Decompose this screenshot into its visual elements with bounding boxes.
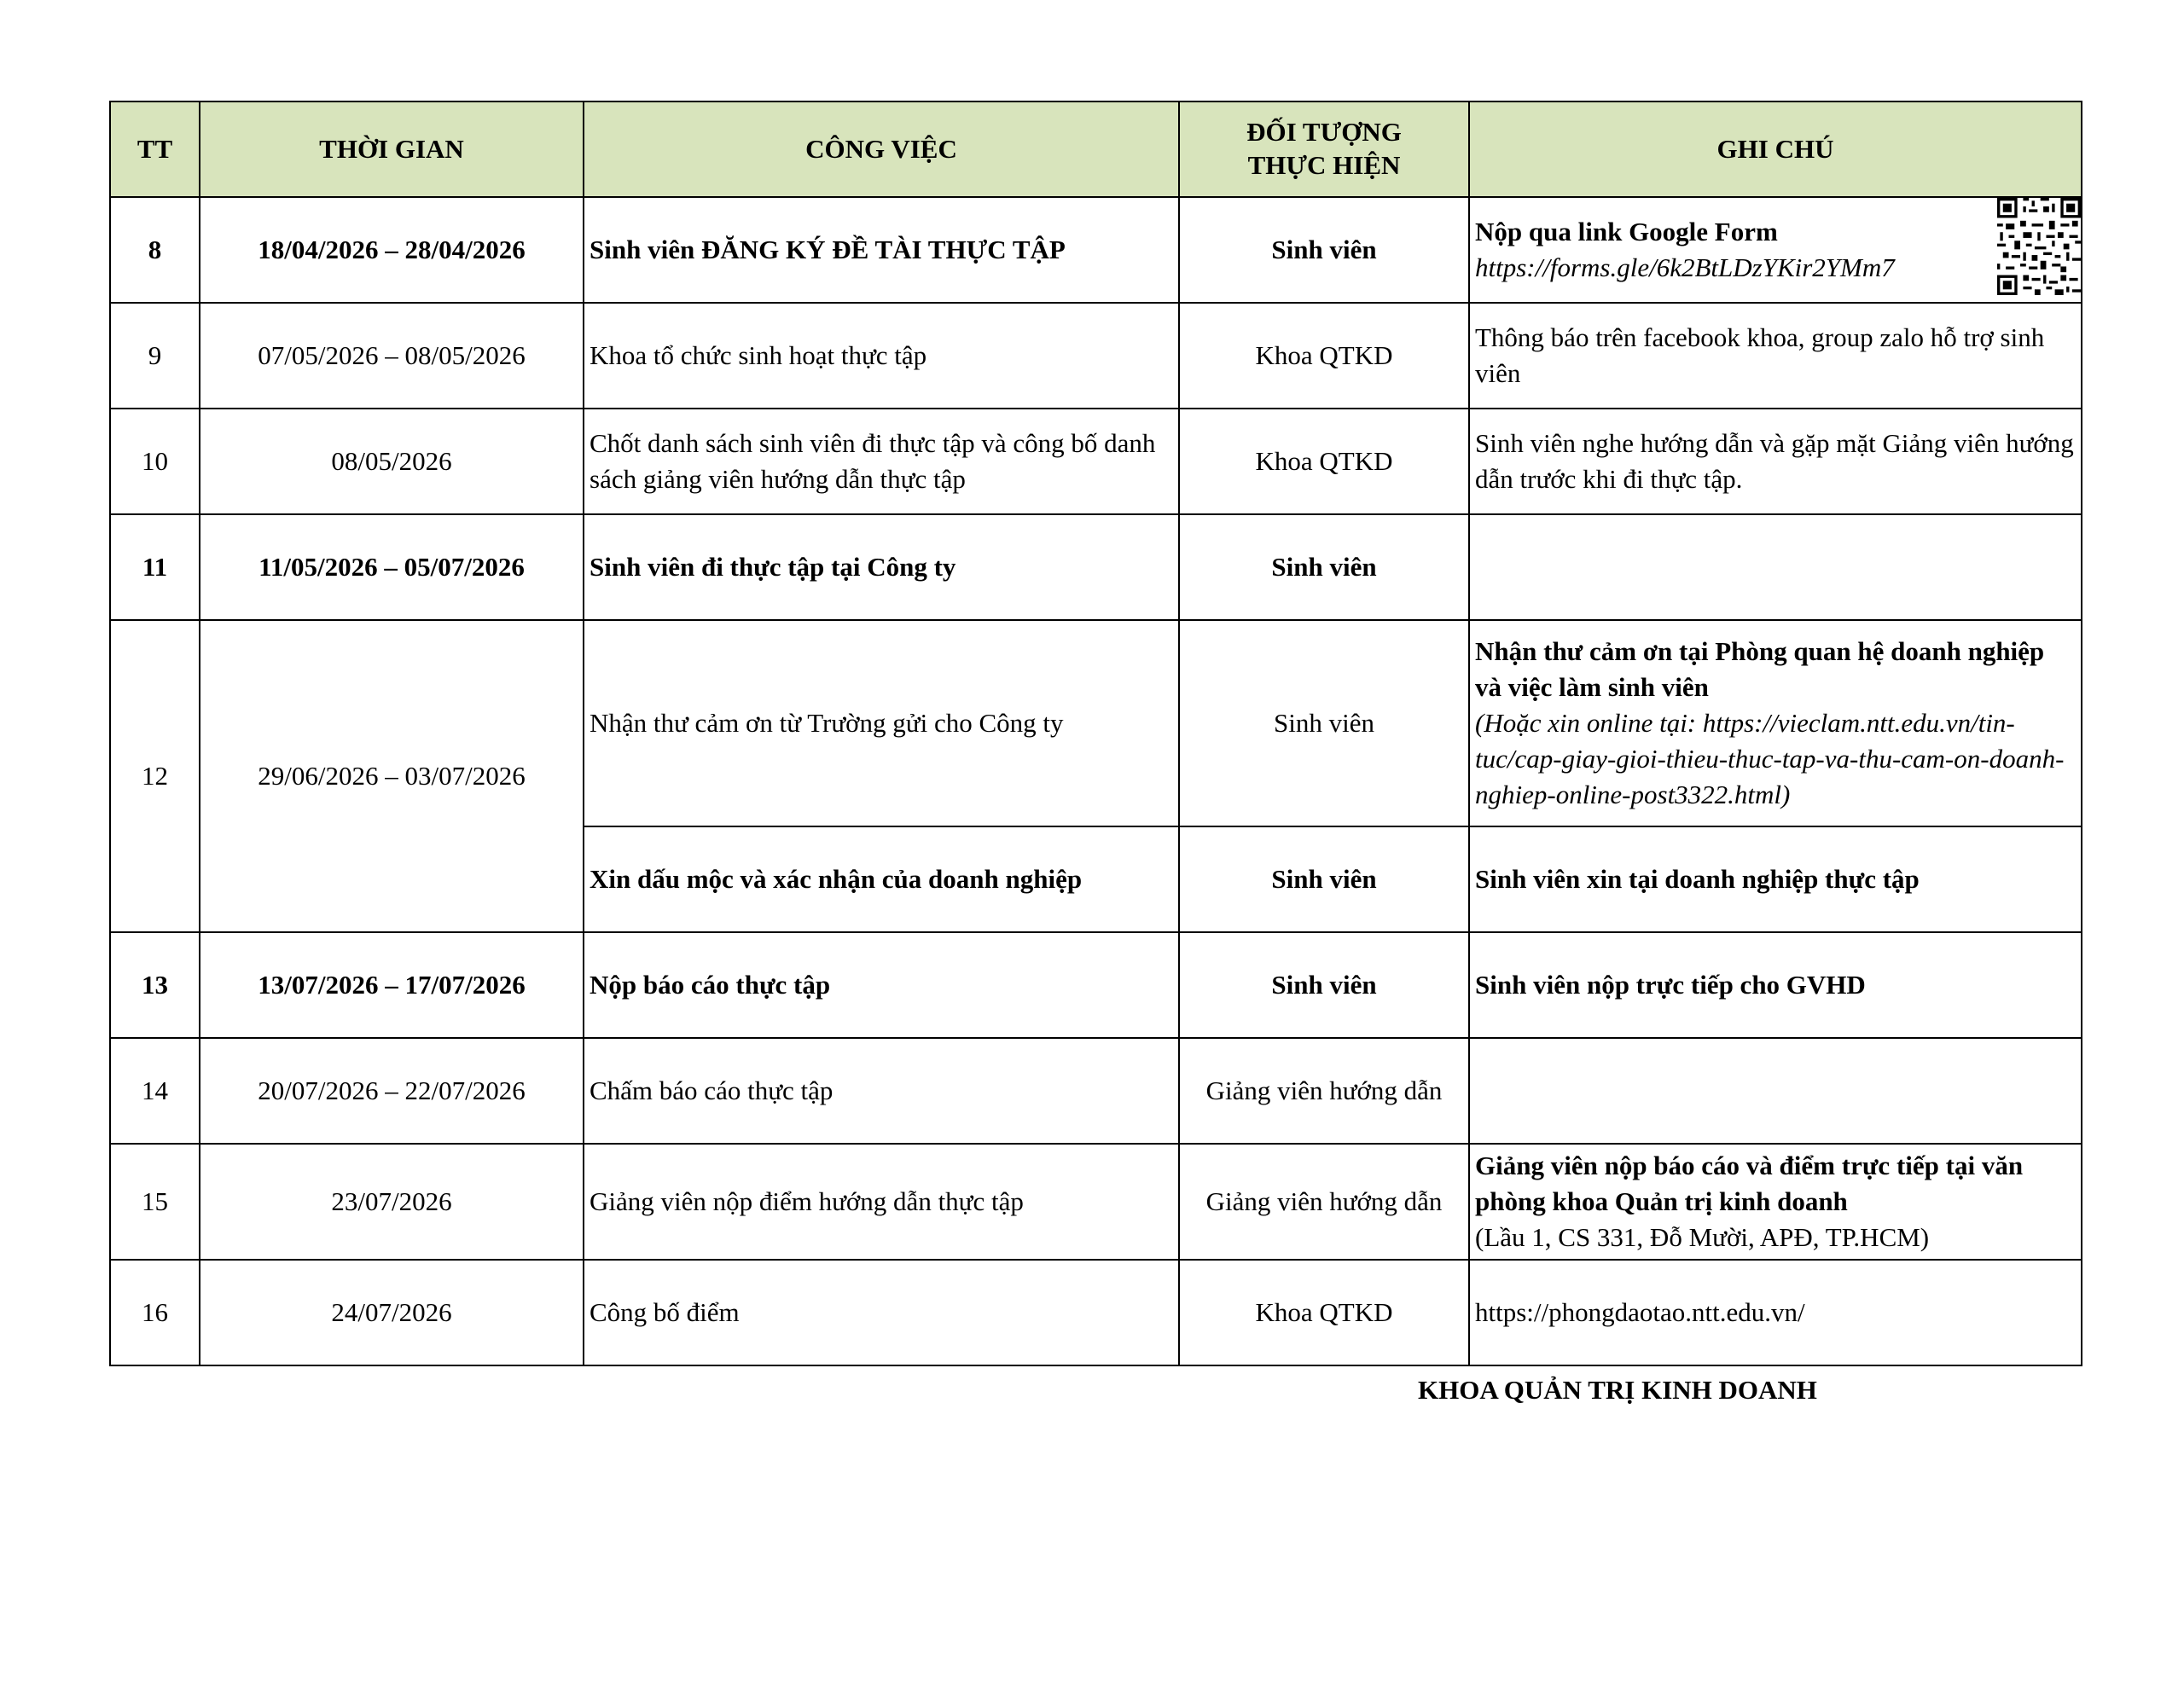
- row-time: 29/06/2026 – 03/07/2026: [200, 620, 584, 932]
- row-who: Sinh viên: [1179, 826, 1469, 932]
- row-tt: 8: [110, 197, 200, 303]
- row-who: Sinh viên: [1179, 620, 1469, 826]
- row-tt: 13: [110, 932, 200, 1038]
- table-row: [110, 1144, 2082, 1260]
- header-tt: TT: [110, 101, 200, 197]
- row-who: Khoa QTKD: [1179, 409, 1469, 514]
- row-task: Sinh viên ĐĂNG KÝ ĐỀ TÀI THỰC TẬP: [584, 197, 1179, 303]
- header-time: THỜI GIAN: [200, 101, 584, 197]
- header-row: [110, 101, 2082, 197]
- note-bold-text: Nhận thư cảm ơn tại Phòng quan hệ doanh nghiệp và việc làm sinh viên: [1475, 635, 2045, 702]
- schedule-table: [109, 101, 2082, 1366]
- row-time: 24/07/2026: [200, 1260, 584, 1365]
- row-task: Nộp báo cáo thực tập: [584, 932, 1179, 1038]
- table-row: [110, 409, 2082, 514]
- table-row: [110, 197, 2082, 303]
- row-who: Giảng viên hướng dẫn: [1179, 1144, 1469, 1260]
- row-time: 20/07/2026 – 22/07/2026: [200, 1038, 584, 1144]
- row-who: Giảng viên hướng dẫn: [1179, 1038, 1469, 1144]
- table-header: [110, 101, 2082, 197]
- note-bold-text: Giảng viên nộp báo cáo và điểm trực tiếp tại văn phòng khoa Quản trị kinh doanh: [1475, 1151, 2024, 1217]
- row-task: Công bố điểm: [584, 1260, 1179, 1365]
- header-note: GHI CHÚ: [1469, 101, 2082, 197]
- row-task: Sinh viên đi thực tập tại Công ty: [584, 514, 1179, 620]
- row-note: [1469, 514, 2082, 620]
- phongdaotao-link[interactable]: https://phongdaotao.ntt.edu.vn/: [1469, 1260, 2082, 1365]
- note-address-text: (Lầu 1, CS 331, Đỗ Mười, APĐ, TP.HCM): [1475, 1222, 1930, 1253]
- row-task: Nhận thư cảm ơn từ Trường gửi cho Công ty: [584, 620, 1179, 826]
- table-row: [110, 303, 2082, 409]
- row-task: Chốt danh sách sinh viên đi thực tập và công bố danh sách giảng viên hướng dẫn thực tập: [584, 409, 1179, 514]
- table-row: [110, 1038, 2082, 1144]
- row-tt: 11: [110, 514, 200, 620]
- row-note: [1469, 1144, 2082, 1260]
- row-time: 18/04/2026 – 28/04/2026: [200, 197, 584, 303]
- row-tt: 9: [110, 303, 200, 409]
- vieclam-link[interactable]: (Hoặc xin online tại: https://vieclam.ntt.edu.vn/tin-tuc/cap-giay-gioi-thieu-thuc-tap-va-thu-cam-on-doanh-nghiep-online-post3322.html): [1475, 707, 2065, 810]
- row-who: Sinh viên: [1179, 197, 1469, 303]
- row-time: 11/05/2026 – 05/07/2026: [200, 514, 584, 620]
- qr-code-icon: [1997, 198, 2081, 295]
- row-time: 13/07/2026 – 17/07/2026: [200, 932, 584, 1038]
- row-who: Sinh viên: [1179, 932, 1469, 1038]
- row-who: Sinh viên: [1179, 514, 1469, 620]
- table-row: [110, 514, 2082, 620]
- row-time: 08/05/2026: [200, 409, 584, 514]
- row-tt: 16: [110, 1260, 200, 1365]
- row-task: Khoa tổ chức sinh hoạt thực tập: [584, 303, 1179, 409]
- table-row: [110, 932, 2082, 1038]
- faculty-signature: KHOA QUẢN TRỊ KINH DOANH: [1418, 1375, 1817, 1405]
- row-time: 23/07/2026: [200, 1144, 584, 1260]
- row-tt: 12: [110, 620, 200, 932]
- note-bold-text: Nộp qua link Google Form: [1475, 216, 1778, 246]
- row-note: Sinh viên xin tại doanh nghiệp thực tập: [1469, 826, 2082, 932]
- row-note: Sinh viên nghe hướng dẫn và gặp mặt Giảng viên hướng dẫn trước khi đi thực tập.: [1469, 409, 2082, 514]
- row-who: Khoa QTKD: [1179, 1260, 1469, 1365]
- table-row: [110, 1260, 2082, 1365]
- header-task: CÔNG VIỆC: [584, 101, 1179, 197]
- row-note: [1469, 620, 2082, 826]
- row-tt: 10: [110, 409, 200, 514]
- row-tt: 15: [110, 1144, 200, 1260]
- row-time: 07/05/2026 – 08/05/2026: [200, 303, 584, 409]
- table-row: [110, 620, 2082, 826]
- row-note: Thông báo trên facebook khoa, group zalo hỗ trợ sinh viên: [1469, 303, 2082, 409]
- row-note: [1469, 1038, 2082, 1144]
- header-who: ĐỐI TƯỢNG THỰC HIỆN: [1179, 101, 1469, 197]
- row-note: [1469, 197, 2082, 303]
- row-tt: 14: [110, 1038, 200, 1144]
- row-task: Chấm báo cáo thực tập: [584, 1038, 1179, 1144]
- row-who: Khoa QTKD: [1179, 303, 1469, 409]
- row-note: Sinh viên nộp trực tiếp cho GVHD: [1469, 932, 2082, 1038]
- google-form-link[interactable]: https://forms.gle/6k2BtLDzYKir2YMm7: [1475, 252, 1895, 282]
- table-body: [110, 197, 2082, 1365]
- row-task: Xin dấu mộc và xác nhận của doanh nghiệp: [584, 826, 1179, 932]
- row-task: Giảng viên nộp điểm hướng dẫn thực tập: [584, 1144, 1179, 1260]
